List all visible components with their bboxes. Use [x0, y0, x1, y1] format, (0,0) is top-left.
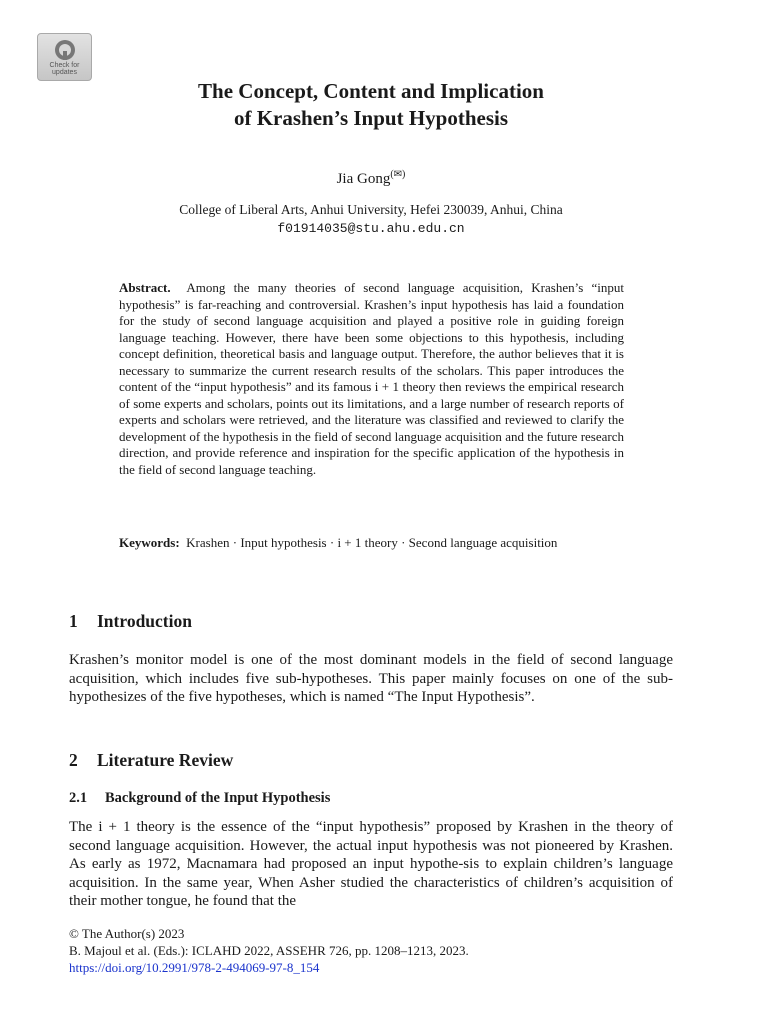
section-title: Introduction: [97, 611, 192, 631]
section-heading-literature-review: [69, 750, 233, 771]
citation: B. Majoul et al. (Eds.): ICLAHD 2022, ASSEHR 726, pp. 1208–1213, 2023.: [69, 943, 469, 958]
subsection-title: Background of the Input Hypothesis: [105, 790, 331, 806]
abstract: [119, 280, 624, 478]
envelope-icon[interactable]: (✉): [390, 169, 406, 180]
paper-title: [84, 78, 658, 132]
check-updates-icon: [53, 38, 77, 62]
affiliation: College of Liberal Arts, Anhui University, Hefei 230039, Anhui, China: [179, 202, 563, 217]
author-line: [84, 169, 658, 188]
keywords-label: Keywords:: [119, 535, 180, 550]
keywords-text: Krashen · Input hypothesis · i + 1 theory · Second language acquisition: [186, 535, 558, 550]
section-title: Literature Review: [97, 750, 234, 770]
copyright: © The Author(s) 2023: [69, 926, 185, 941]
section-number: 2: [69, 750, 78, 770]
abstract-text: Among the many theories of second language acquisition, Krashen’s “input hypothesis” is far-reaching and controversial. Krashen’s input hypothesis has laid a foundation for the study of second language acquisition and played a positive role in guiding foreign language teaching. However, there have been some objections to this hypothesis, including concept definition, theoretical basis and language output. Therefore, the author believes that it is necessary to summarize the current research results of the scholars. This paper introduces the content of the “input hypothesis” and its famous i + 1 theory then reviews the empirical research of some experts and scholars, points out its limitations, and a large number of research reports of experts and scholars were retrieved, and the literature was classified and reviewed to clarify the development of the hypothesis in the field of second language acquisition and the future research direction, and provide reference and inspiration for the specific application of the hypothesis in the field of second language teaching.: [119, 280, 624, 477]
author-name: Jia Gong: [336, 171, 391, 187]
badge-label-line2: updates: [52, 69, 77, 76]
footer: [69, 925, 673, 976]
introduction-paragraph: Krashen’s monitor model is one of the most dominant models in the field of second language acquisition, which includes five sub-hypotheses. This paper mainly focuses on one of the sub-hypothesizes of the five hypotheses, which is named “The Input Hypothesis”.: [69, 652, 673, 705]
keywords: [119, 535, 624, 552]
doi-link[interactable]: https://doi.org/10.2991/978-2-494069-97-8_154: [69, 960, 320, 975]
title-line-1: The Concept, Content and Implication: [198, 79, 544, 103]
title-line-2: of Krashen’s Input Hypothesis: [233, 106, 509, 130]
abstract-label: Abstract.: [119, 280, 171, 295]
subsection-number: 2.1: [69, 790, 88, 806]
author-email[interactable]: f01914035@stu.ahu.edu.cn: [277, 221, 465, 236]
background-paragraph: The i + 1 theory is the essence of the “input hypothesis” proposed by Krashen in the theory of second language acquisition. However, the actual input hypothesis was not pioneered by Krashen. As early as 1972, Macnamara had proposed an input hypothe-sis to explain children’s language acquisition. In the same year, When Asher studied the characteristics of children’s acquisition of their mother tongue, he found that the: [69, 819, 673, 909]
subsection-heading-background: [69, 790, 330, 807]
section-number: 1: [69, 611, 78, 631]
check-for-updates-badge[interactable]: [37, 33, 92, 81]
badge-label-line1: Check for: [49, 62, 80, 69]
section-heading-introduction: [69, 611, 192, 632]
